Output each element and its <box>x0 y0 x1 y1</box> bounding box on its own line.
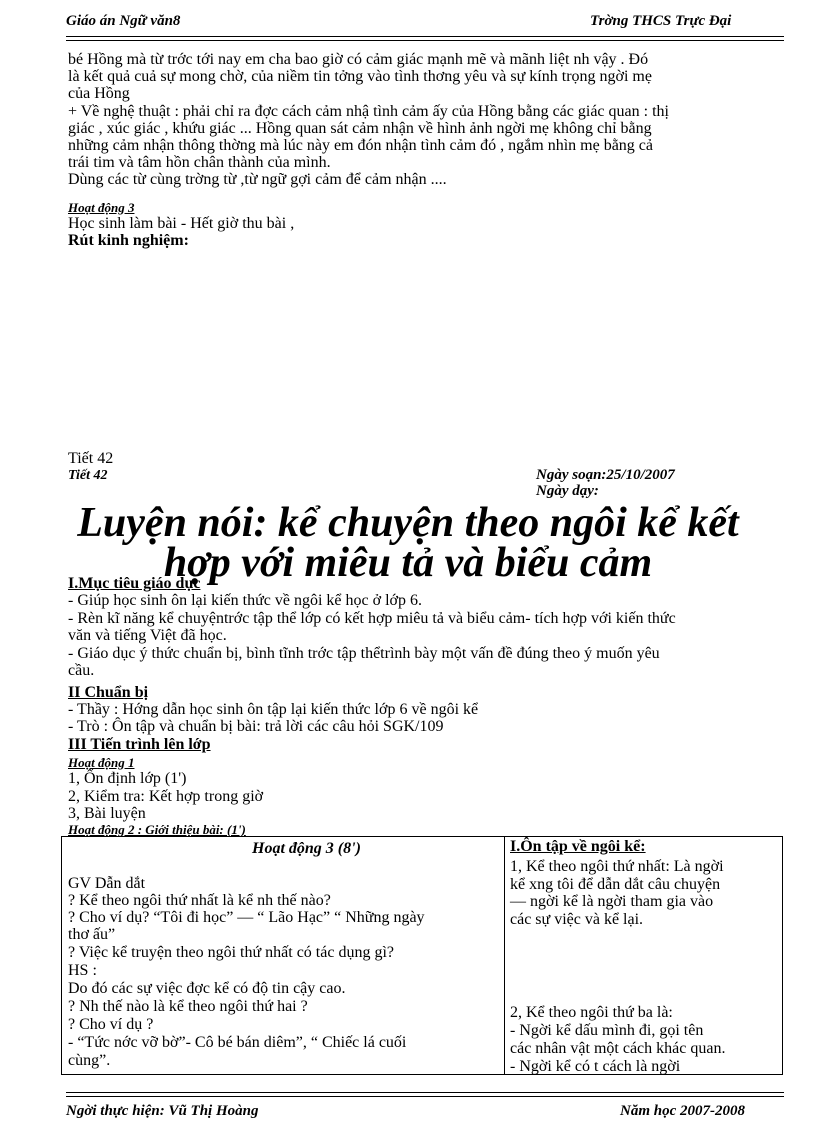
table-left-cell <box>62 837 505 1075</box>
table-left-header: Hoạt động 3 (8') <box>252 840 361 857</box>
section-3-heading: III Tiến trình lên lớp <box>68 736 211 753</box>
table-right-line: — ngời kể là ngời tham gia vào <box>510 893 714 910</box>
table-left-line: thơ ấu” <box>68 926 116 943</box>
section-1-line: cầu. <box>68 662 95 680</box>
section-1-line: - Rèn kĩ năng kể chuyệntrớc tập thể lớp có kết hợp miêu tả và biểu cảm- tích hợp với kiến thức <box>68 609 676 627</box>
header-rule <box>66 36 784 41</box>
section-1-line: văn và tiếng Việt đã học. <box>68 627 227 645</box>
paragraph-line: trái tim và tâm hồn chân thành của mình. <box>68 154 331 172</box>
hoat-dong-1-label: Hoạt động 1 <box>68 755 135 770</box>
section-1-line: - Giáo dục ý thức chuẩn bị, bình tĩnh trớc tập thểtrình bày một vấn đề đúng theo ý muốn yêu <box>68 644 660 662</box>
paragraph-line: giác , xúc giác , khứu giác ... Hồng quan sát cảm nhận về hình ảnh ngời mẹ không chỉ bằng <box>68 119 652 137</box>
table-left-line: HS : <box>68 962 97 979</box>
hoat-dong-3-label: Hoạt động 3 <box>68 200 135 215</box>
table-left-line: Do đó các sự việc đợc kể có độ tin cậy cao. <box>68 980 346 997</box>
section-1-line: - Giúp học sinh ôn lại kiến thức về ngôi kể học ở lớp 6. <box>68 592 422 609</box>
table-right-cell <box>505 837 783 1075</box>
table-right-line: các nhân vật một cách khác quan. <box>510 1040 726 1057</box>
table-left-line: ? Việc kể truyện theo ngôi thứ nhất có tác dụng gì? <box>68 944 394 961</box>
table-right-line: - Ngời kể dấu mình đi, gọi tên <box>510 1022 704 1039</box>
table-left-line: ? Cho ví dụ? “Tôi đi học” — “ Lão Hạc” “ Những ngày <box>68 909 425 926</box>
header-right: Trờng THCS Trực Đại <box>590 13 732 29</box>
table-left-line: ? Nh thế nào là kể theo ngôi thứ hai ? <box>68 998 308 1015</box>
section-3-item: 3, Bài luyện <box>68 805 146 822</box>
tiet-italic: Tiết 42 <box>68 468 108 483</box>
header-left: Giáo án Ngữ văn8 <box>66 13 181 29</box>
table-left-line: ? Cho ví dụ ? <box>68 1016 154 1033</box>
rut-kinh-nghiem: Rút kinh nghiệm: <box>68 232 189 249</box>
section-2-line: - Trò : Ôn tập và chuẩn bị bài: trả lời các câu hỏi SGK/109 <box>68 718 444 735</box>
table-left-line: ? Kể theo ngôi thứ nhất là kể nh thế nào? <box>68 892 331 909</box>
paragraph-line: + Về nghệ thuật : phải chỉ ra đợc cách cảm nhậ tình cảm ấy của Hồng bằng các giác quan : thị <box>68 102 669 120</box>
paragraph-line: của Hồng <box>68 85 130 103</box>
table-left-line: GV Dẫn dắt <box>68 875 146 892</box>
ngay-soan: Ngày soạn:25/10/2007 <box>536 467 675 483</box>
section-2-line: - Thầy : Hớng dẫn học sinh ôn tập lại kiến thức lớp 6 về ngôi kể <box>68 701 479 718</box>
table-right-line: 2, Kể theo ngôi thứ ba là: <box>510 1004 673 1021</box>
hoat-dong-3-text: Học sinh làm bài - Hết giờ thu bài , <box>68 215 295 232</box>
hoat-dong-2-label: Hoạt động 2 : Giới thiệu bài: (1') <box>68 822 246 837</box>
paragraph-line: bé Hồng mà từ trớc tới nay em cha bao giờ có cảm giác mạnh mẽ và mãnh liệt nh vậy . Đó <box>68 51 649 68</box>
table-left-line: - “Tức nớc vỡ bờ”- Cô bé bán diêm”, “ Chiếc lá cuối <box>68 1034 407 1051</box>
table-right-header: I.Ôn tập về ngôi kể: <box>510 838 646 855</box>
footer-rule <box>66 1092 784 1097</box>
ngay-day: Ngày dạy: <box>536 483 599 499</box>
section-3-item: 1, Ổn định lớp (1') <box>68 770 187 787</box>
tiet-plain: Tiết 42 <box>68 450 114 467</box>
footer-right: Năm học 2007-2008 <box>620 1103 745 1119</box>
paragraph-line: Dùng các từ cùng trờng từ ,từ ngữ gợi cảm để cảm nhận .... <box>68 171 447 189</box>
footer-left: Ngời thực hiện: Vũ Thị Hoàng <box>66 1103 259 1119</box>
paragraph-line: những cảm nhận thông thờng mà lúc này em đón nhận tình cảm đó , ngắm nhìn mẹ bằng cả <box>68 137 653 154</box>
section-3-item: 2, Kiểm tra: Kết hợp trong giờ <box>68 787 264 805</box>
section-1-heading: I.Mục tiêu giáo dục <box>68 575 201 592</box>
lesson-table <box>61 836 783 1075</box>
title-line-2: hợp với miêu tả và biểu cảm <box>163 540 653 586</box>
paragraph-line: là kết quả cuả sự mong chờ, của niềm tin tởng vào tình thơng yêu và sự kính trọng ngời mẹ <box>68 68 652 86</box>
section-2-heading: II Chuẩn bị <box>68 684 149 701</box>
table-right-line: các sự việc và kể lại. <box>510 910 644 928</box>
table-left-line: cùng”. <box>68 1052 111 1069</box>
table-right-line: - Ngời kể có t cách là ngời <box>510 1058 681 1074</box>
table-right-line: kể xng tôi để dẫn dắt câu chuyện <box>510 875 721 893</box>
table-right-line: 1, Kể theo ngôi thứ nhất: Là ngời <box>510 858 724 875</box>
title-line-1: Luyện nói: kể chuyện theo ngôi kể kết <box>77 500 739 546</box>
